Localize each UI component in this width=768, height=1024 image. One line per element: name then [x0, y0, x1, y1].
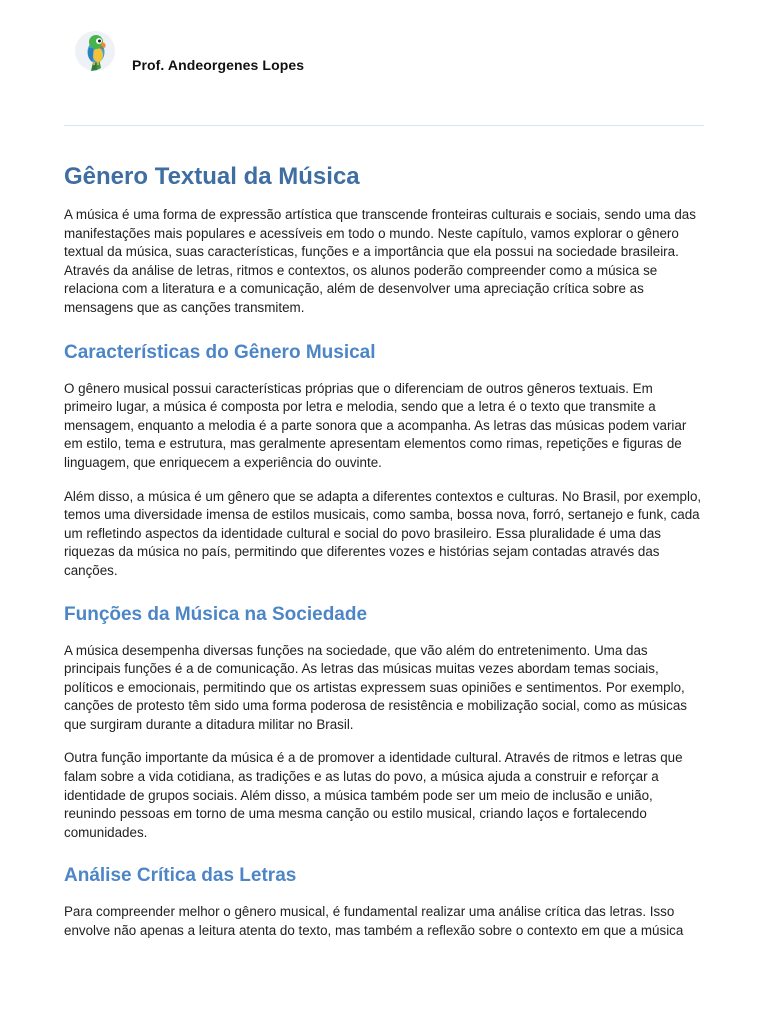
page-header — [64, 0, 704, 126]
paragraph: O gênero musical possui características próprias que o diferenciam de outros gêneros textuais. Em primeiro lugar, a música é composta por letra e melodia, sendo que a letra é o texto que transmite a mensagem, enquanto a melodia é a parte sonora que a acompanha. As letras das músicas podem variar em estilo, tema e estrutura, mas geralmente apresentam elementos como rimas, repetições e figuras de linguagem, que enriquecem a experiência do ouvinte. — [64, 380, 687, 470]
paragraph: A música desempenha diversas funções na sociedade, que vão além do entretenimento. Uma das principais funções é a de comunicação. As letras das músicas muitas vezes abordam temas sociais, políticos e emocionais, permitindo que os artistas expressem suas opiniões e sentimentos. Por exemplo, canções de protesto têm sido uma forma poderosa de resistência e mobilização social, como as músicas que surgiram durante a ditadura militar no Brasil. — [64, 642, 687, 732]
paragraph: Outra função importante da música é a de promover a identidade cultural. Através de ritmos e letras que falam sobre a vida cotidiana, as tradições e as lutas do povo, a música ajuda a construir e reforçar a identidade de grupos sociais. Além disso, a música também pode ser um meio de inclusão e união, reunindo pessoas em torno de uma mesma canção ou estilo musical, criando laços e fortalecendo comunidades. — [64, 750, 683, 840]
section-heading-analise: Análise Crítica das Letras — [64, 865, 297, 887]
intro-paragraph: A música é uma forma de expressão artística que transcende fronteiras culturais e sociais, sendo uma das manifestações mais populares e acessíveis em todo o mundo. Neste capítulo, vamos explorar o gênero textual da música, suas características, funções e a importância que ela possui na sociedade brasileira. Através da análise de letras, ritmos e contextos, os alunos poderão compreender como a música se relaciona com a literatura e a comunicação, além de desenvolver uma apreciação crítica sobre as mensagens que as canções transmitem. — [64, 207, 696, 315]
section-heading-caracteristicas: Características do Gênero Musical — [64, 341, 376, 363]
paragraph: Para compreender melhor o gênero musical, é fundamental realizar uma análise crítica das letras. Isso envolve não apenas a leitura atenta do texto, mas também a reflexão sobre o contexto em que a música — [64, 904, 684, 939]
author-name: Prof. Andeorgenes Lopes — [132, 57, 305, 73]
paragraph: Além disso, a música é um gênero que se adapta a diferentes contextos e culturas. No Brasil, por exemplo, temos uma diversidade imensa de estilos musicais, como samba, bossa nova, forró, sertanejo e funk, cada um refletindo aspectos da identidade cultural e social do povo brasileiro. Essa pluralidade é uma das riquezas da música no país, permitindo que diferentes vozes e histórias sejam contadas através das canções. — [64, 488, 702, 578]
page-title: Gênero Textual da Música — [64, 163, 360, 190]
section-heading-funcoes: Funções da Música na Sociedade — [64, 603, 368, 625]
parrot-icon — [74, 30, 116, 72]
